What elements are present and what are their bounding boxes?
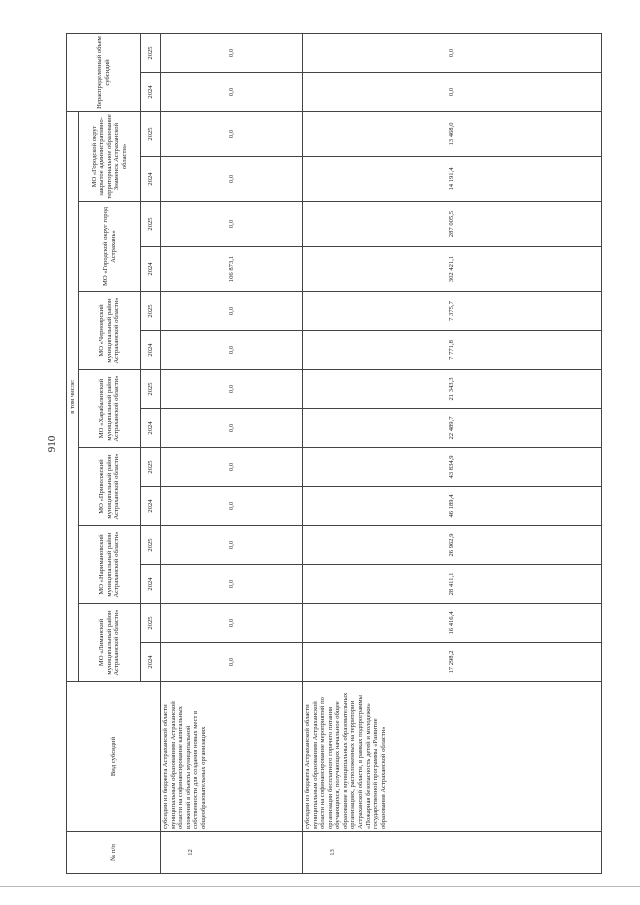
subsidy-type-header: Вид субсидий	[67, 682, 161, 832]
year-header: 2024	[141, 487, 161, 526]
value-cell: 7 375,7	[303, 292, 602, 331]
year-header: 2025	[141, 34, 161, 73]
year-header: 2025	[141, 292, 161, 331]
value-cell: 0,0	[161, 526, 303, 565]
value-cell: 16 416,4	[303, 604, 602, 643]
value-cell: 287 005,5	[303, 202, 602, 247]
year-header: 2024	[141, 73, 161, 112]
municipality-header: МО «Городской округ город Астрахань»	[79, 202, 141, 292]
table-row	[161, 34, 303, 874]
year-header: 2025	[141, 112, 161, 157]
value-cell: 28 411,1	[303, 565, 602, 604]
value-cell: 0,0	[161, 643, 303, 682]
municipality-header: МО «Черноярский муниципальный район Астраханской области»	[79, 292, 141, 370]
municipality-header: МО «Лиманский муниципальный район Астраханской области»	[79, 604, 141, 682]
row-number: 12	[161, 832, 303, 874]
municipality-header: МО «Приволжский муниципальный район Астраханской области»	[79, 448, 141, 526]
year-header: 2025	[141, 202, 161, 247]
value-cell: 302 421,1	[303, 247, 602, 292]
row-description: субсидии из бюджета Астраханской области муниципальным образованиям Астраханской области на софинансирование мероприятий по организации бесплатного горячего питания обучающихся, получающих начальное общее образование в муниципальных образовательных организациях, расположенных на территории Астраханской области, в рамках подпрограммы «Пожарная безопасность детей и молодежи» государственной программы «Развитие образования Астраханской области»	[303, 682, 602, 832]
value-cell: 0,0	[161, 370, 303, 409]
value-cell: 0,0	[161, 292, 303, 331]
scan-edge	[0, 886, 640, 893]
page-number: 910	[46, 435, 58, 453]
value-cell: 0,0	[161, 448, 303, 487]
subsidy-table	[66, 33, 602, 874]
row-description: субсидии из бюджета Астраханской области муниципальным образованиям Астраханской области на софинансирование капитальных вложений в объекты муниципальной собственности для создания новых мест в общеобразовательных организациях	[161, 682, 303, 832]
year-header: 2024	[141, 331, 161, 370]
value-cell: 0,0	[161, 565, 303, 604]
value-cell: 43 834,9	[303, 448, 602, 487]
value-cell: 0,0	[303, 73, 602, 112]
year-header: 2024	[141, 157, 161, 202]
municipality-header: МО «Харабалинский муниципальный район Астраханской области»	[79, 370, 141, 448]
value-cell: 46 189,4	[303, 487, 602, 526]
rotated-table-sheet	[66, 34, 601, 874]
value-cell: 106 873,1	[161, 247, 303, 292]
value-cell: 0,0	[161, 112, 303, 157]
including-header: в том числе:	[67, 112, 79, 682]
value-cell: 0,0	[161, 34, 303, 73]
value-cell: 7 771,8	[303, 331, 602, 370]
row-number: 13	[303, 832, 602, 874]
year-header: 2025	[141, 370, 161, 409]
value-cell: 0,0	[161, 202, 303, 247]
year-header: 2024	[141, 409, 161, 448]
value-cell: 22 489,7	[303, 409, 602, 448]
year-header: 2024	[141, 565, 161, 604]
value-cell: 14 191,4	[303, 157, 602, 202]
year-header: 2025	[141, 604, 161, 643]
header-row-top	[67, 34, 79, 874]
value-cell: 0,0	[161, 331, 303, 370]
municipality-header: МО «Наримановский муниципальный район Астраханской области»	[79, 526, 141, 604]
municipality-header: МО «Городской округ закрытое административно-территориальное образование Знаменск Астраханской области»	[79, 112, 141, 202]
value-cell: 0,0	[161, 409, 303, 448]
value-cell: 0,0	[161, 73, 303, 112]
value-cell: 0,0	[161, 604, 303, 643]
year-header: 2024	[141, 643, 161, 682]
value-cell: 0,0	[303, 34, 602, 73]
table-row	[303, 34, 602, 874]
year-header: 2025	[141, 526, 161, 565]
year-header: 2025	[141, 448, 161, 487]
value-cell: 13 468,0	[303, 112, 602, 157]
value-cell: 0,0	[161, 487, 303, 526]
row-number-header: № п/п	[67, 832, 161, 874]
year-header: 2024	[141, 247, 161, 292]
municipality-header: Нераспределенный объем субсидий	[67, 34, 141, 112]
value-cell: 17 298,2	[303, 643, 602, 682]
value-cell: 0,0	[161, 157, 303, 202]
value-cell: 21 343,3	[303, 370, 602, 409]
value-cell: 26 962,9	[303, 526, 602, 565]
